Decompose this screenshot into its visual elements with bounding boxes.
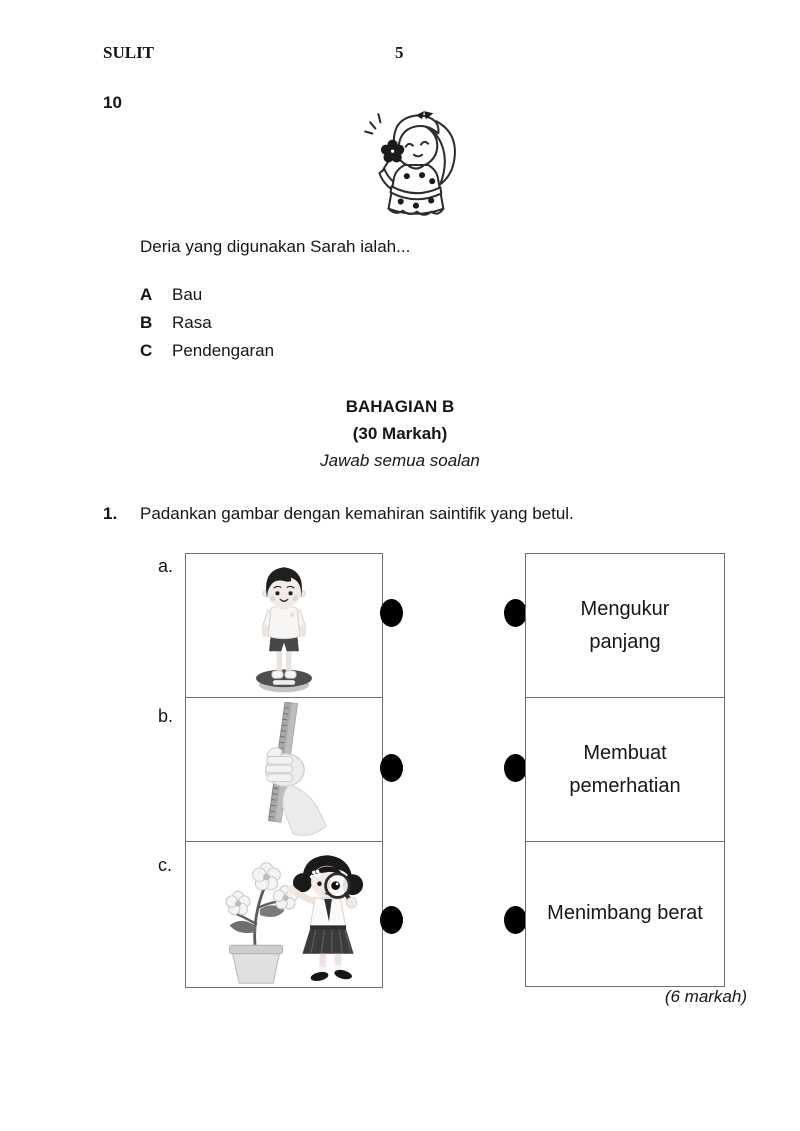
section-b-instruction: Jawab semua soalan bbox=[320, 451, 480, 470]
girl-smelling-flower-icon bbox=[358, 100, 480, 232]
option-b bbox=[140, 309, 274, 337]
match-dot-left-b[interactable] bbox=[380, 754, 403, 782]
page-number: 5 bbox=[395, 43, 404, 62]
option-c-letter: C bbox=[140, 341, 153, 360]
match-dot-left-a[interactable] bbox=[380, 599, 403, 627]
answer-3-line-1: Menimbang berat bbox=[547, 902, 703, 924]
option-c-label: Pendengaran bbox=[172, 341, 275, 360]
match-picture-cell-b bbox=[186, 698, 382, 842]
match-label-b: b. bbox=[158, 706, 174, 726]
match-label-c: c. bbox=[158, 855, 173, 875]
confidential-label: SULIT bbox=[103, 43, 155, 62]
boy-on-weighing-scale-icon bbox=[235, 556, 333, 696]
match-answer-cell-1 bbox=[526, 554, 724, 698]
section-b-marks: (30 Markah) bbox=[352, 424, 448, 443]
question-10-text: Deria yang digunakan Sarah ialah... bbox=[140, 237, 411, 256]
question-10-number: 10 bbox=[103, 93, 122, 112]
match-answer-table bbox=[525, 553, 725, 987]
option-b-label: Rasa bbox=[172, 313, 212, 332]
option-a-letter: A bbox=[140, 285, 153, 304]
girl-with-magnifying-glass-icon bbox=[194, 843, 374, 985]
question-1-text: Padankan gambar dengan kemahiran saintifik yang betul. bbox=[140, 504, 574, 523]
match-label-a: a. bbox=[158, 556, 174, 576]
question-1-number: 1. bbox=[103, 504, 118, 523]
match-dot-left-c[interactable] bbox=[380, 906, 403, 934]
match-picture-cell-a bbox=[186, 554, 382, 698]
match-dot-right-3[interactable] bbox=[504, 906, 527, 934]
girl-smelling-flower-illustration bbox=[358, 100, 480, 232]
hand-holding-ruler-icon bbox=[231, 702, 337, 838]
match-answer-cell-3 bbox=[526, 842, 724, 985]
option-a-label: Bau bbox=[172, 285, 203, 304]
match-answer-cell-2 bbox=[526, 698, 724, 842]
question-1-marks: (6 markah) bbox=[664, 987, 747, 1006]
answer-2-line-1: Membuat bbox=[583, 741, 667, 764]
match-dot-right-1[interactable] bbox=[504, 599, 527, 627]
match-picture-cell-c bbox=[186, 842, 382, 985]
question-10-options bbox=[140, 281, 274, 365]
answer-1-line-2: panjang bbox=[589, 630, 661, 653]
section-b-title: BAHAGIAN B bbox=[345, 397, 455, 416]
option-b-letter: B bbox=[140, 313, 153, 332]
answer-2-line-2: pemerhatian bbox=[569, 774, 681, 797]
answer-1-line-1: Mengukur bbox=[580, 597, 670, 620]
option-c bbox=[140, 337, 274, 365]
match-dot-right-2[interactable] bbox=[504, 754, 527, 782]
option-a bbox=[140, 281, 274, 309]
match-picture-table bbox=[185, 553, 383, 988]
